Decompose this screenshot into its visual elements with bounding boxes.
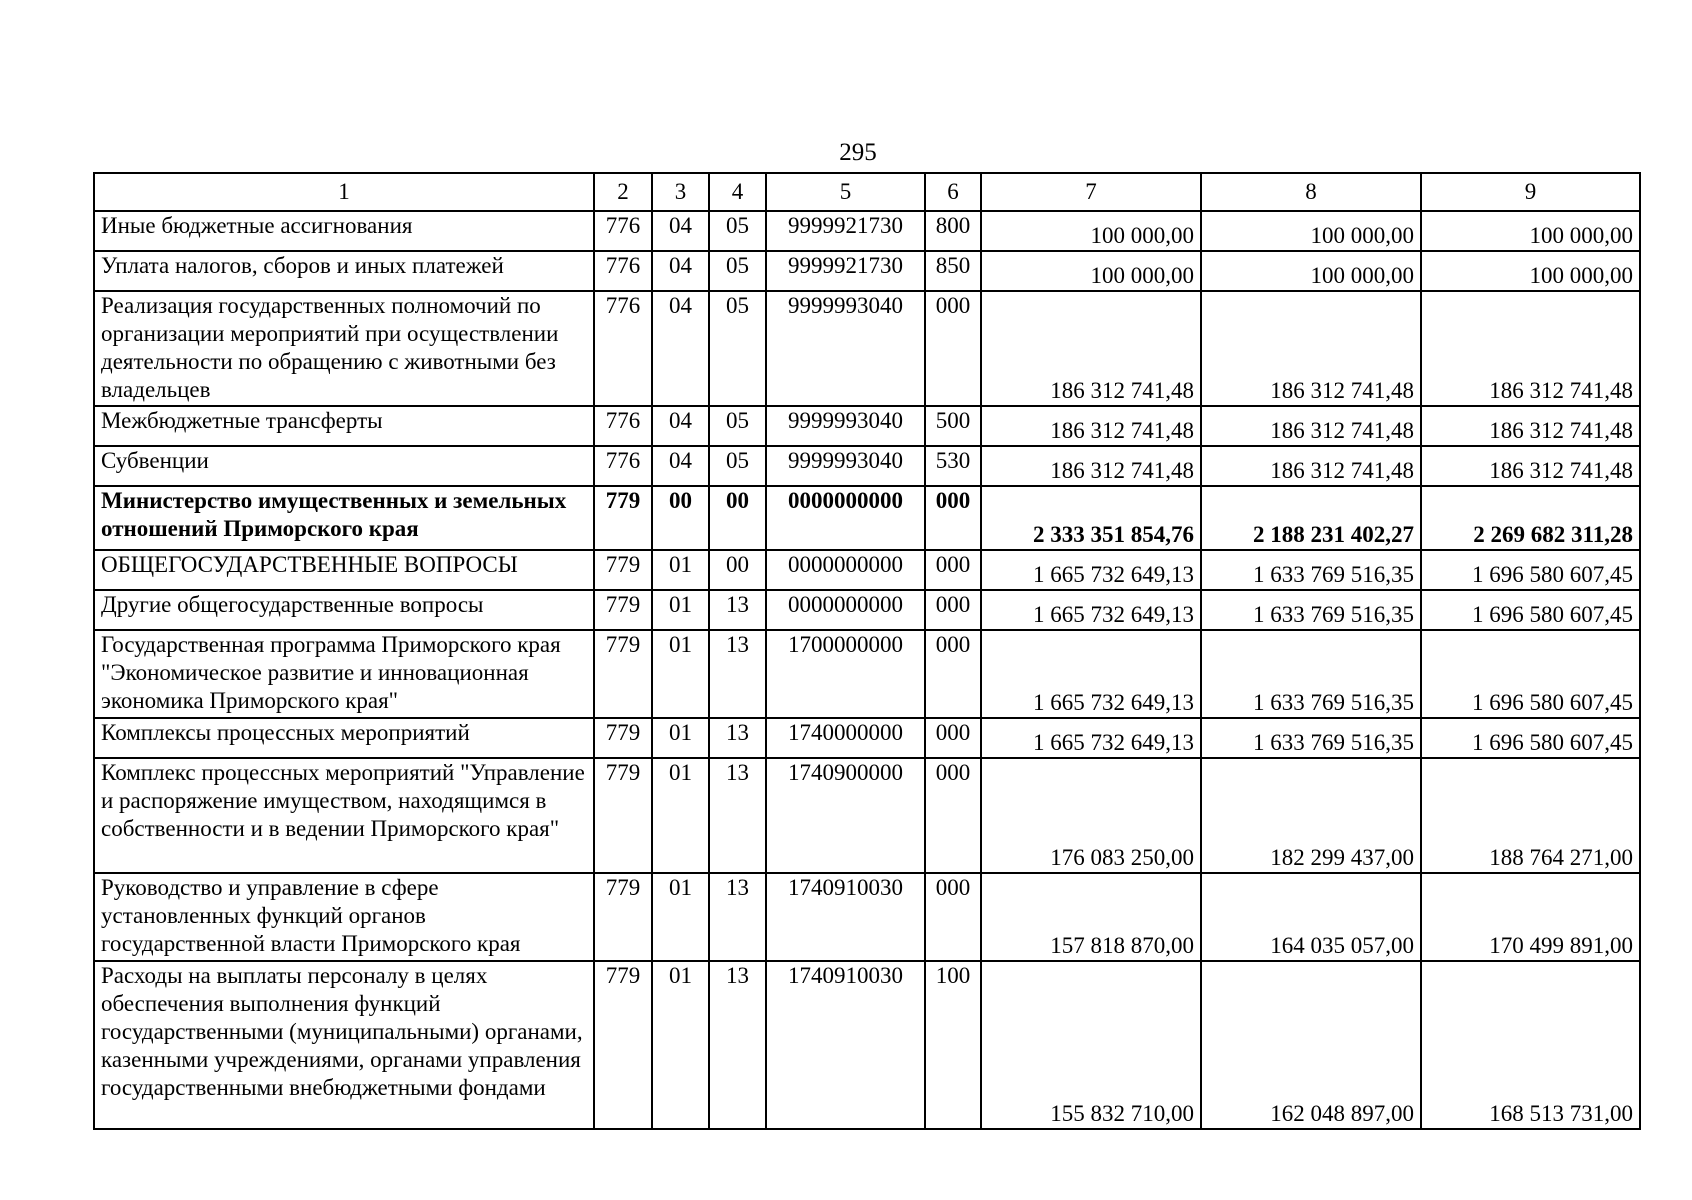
table-row: [94, 486, 1640, 550]
target-article-cell: 0000000000: [766, 486, 925, 550]
subsection-code-cell: 05: [709, 251, 766, 291]
table-row: [94, 758, 1640, 873]
column-header: 1: [94, 173, 594, 211]
row-name-cell: Другие общегосударственные вопросы: [94, 590, 594, 630]
row-name-cell: Реализация государственных полномочий по организации мероприятий при осуществлении деятельности по обращению с животными без владельцев: [94, 291, 594, 406]
amount-col7-cell: 1 665 732 649,13: [981, 630, 1201, 718]
expense-type-cell: 000: [925, 630, 981, 718]
amount-col9-cell: 170 499 891,00: [1421, 873, 1640, 961]
ministry-code-cell: 776: [594, 251, 652, 291]
target-article-cell: 1740910030: [766, 961, 925, 1129]
amount-col8-cell: 182 299 437,00: [1201, 758, 1421, 873]
subsection-code-cell: 13: [709, 590, 766, 630]
subsection-code-cell: 05: [709, 211, 766, 251]
subsection-code-cell: 05: [709, 406, 766, 446]
ministry-code-cell: 776: [594, 211, 652, 251]
amount-col9-cell: 186 312 741,48: [1421, 406, 1640, 446]
amount-col8-cell: 186 312 741,48: [1201, 291, 1421, 406]
amount-col7-cell: 186 312 741,48: [981, 406, 1201, 446]
header-row: [94, 173, 1640, 211]
row-name-cell: Иные бюджетные ассигнования: [94, 211, 594, 251]
expense-type-cell: 500: [925, 406, 981, 446]
amount-col9-cell: 186 312 741,48: [1421, 291, 1640, 406]
expense-type-cell: 000: [925, 873, 981, 961]
table-row: [94, 718, 1640, 758]
target-article-cell: 9999921730: [766, 211, 925, 251]
table-row: [94, 630, 1640, 718]
subsection-code-cell: 13: [709, 718, 766, 758]
target-article-cell: 9999993040: [766, 406, 925, 446]
column-header: 2: [594, 173, 652, 211]
amount-col9-cell: 1 696 580 607,45: [1421, 718, 1640, 758]
table-row: [94, 406, 1640, 446]
amount-col7-cell: 155 832 710,00: [981, 961, 1201, 1129]
amount-col7-cell: 1 665 732 649,13: [981, 718, 1201, 758]
subsection-code-cell: 13: [709, 758, 766, 873]
section-code-cell: 01: [652, 550, 709, 590]
section-code-cell: 01: [652, 630, 709, 718]
amount-col9-cell: 188 764 271,00: [1421, 758, 1640, 873]
amount-col7-cell: 1 665 732 649,13: [981, 550, 1201, 590]
ministry-code-cell: 779: [594, 718, 652, 758]
ministry-code-cell: 779: [594, 486, 652, 550]
amount-col9-cell: 2 269 682 311,28: [1421, 486, 1640, 550]
amount-col9-cell: 100 000,00: [1421, 251, 1640, 291]
amount-col7-cell: 1 665 732 649,13: [981, 590, 1201, 630]
amount-col7-cell: 186 312 741,48: [981, 446, 1201, 486]
expense-type-cell: 000: [925, 550, 981, 590]
column-header: 9: [1421, 173, 1640, 211]
row-name-cell: Государственная программа Приморского края "Экономическое развитие и инновационная экономика Приморского края": [94, 630, 594, 718]
row-name-cell: Уплата налогов, сборов и иных платежей: [94, 251, 594, 291]
amount-col8-cell: 100 000,00: [1201, 211, 1421, 251]
column-header: 7: [981, 173, 1201, 211]
row-name-cell: Комплексы процессных мероприятий: [94, 718, 594, 758]
table-row: [94, 550, 1640, 590]
amount-col8-cell: 186 312 741,48: [1201, 446, 1421, 486]
section-code-cell: 01: [652, 718, 709, 758]
section-code-cell: 04: [652, 406, 709, 446]
ministry-code-cell: 779: [594, 590, 652, 630]
page-number: 295: [839, 139, 877, 166]
expense-type-cell: 000: [925, 718, 981, 758]
column-header: 6: [925, 173, 981, 211]
amount-col9-cell: 168 513 731,00: [1421, 961, 1640, 1129]
ministry-code-cell: 779: [594, 630, 652, 718]
subsection-code-cell: 13: [709, 630, 766, 718]
amount-col9-cell: 100 000,00: [1421, 211, 1640, 251]
ministry-code-cell: 779: [594, 758, 652, 873]
target-article-cell: 1740900000: [766, 758, 925, 873]
target-article-cell: 0000000000: [766, 550, 925, 590]
target-article-cell: 9999993040: [766, 291, 925, 406]
row-name-cell: Комплекс процессных мероприятий "Управление и распоряжение имуществом, находящимся в собственности и в ведении Приморского края": [94, 758, 594, 873]
section-code-cell: 01: [652, 873, 709, 961]
ministry-code-cell: 779: [594, 873, 652, 961]
section-code-cell: 01: [652, 590, 709, 630]
ministry-code-cell: 776: [594, 406, 652, 446]
section-code-cell: 04: [652, 211, 709, 251]
section-code-cell: 04: [652, 446, 709, 486]
amount-col7-cell: 100 000,00: [981, 251, 1201, 291]
amount-col8-cell: 1 633 769 516,35: [1201, 550, 1421, 590]
table-row: [94, 590, 1640, 630]
row-name-cell: Субвенции: [94, 446, 594, 486]
expense-type-cell: 100: [925, 961, 981, 1129]
table-row: [94, 211, 1640, 251]
table-row: [94, 291, 1640, 406]
table-row: [94, 251, 1640, 291]
column-header: 8: [1201, 173, 1421, 211]
amount-col8-cell: 162 048 897,00: [1201, 961, 1421, 1129]
ministry-code-cell: 776: [594, 291, 652, 406]
expense-type-cell: 000: [925, 590, 981, 630]
expense-type-cell: 850: [925, 251, 981, 291]
column-header: 3: [652, 173, 709, 211]
table-row: [94, 446, 1640, 486]
amount-col7-cell: 100 000,00: [981, 211, 1201, 251]
amount-col9-cell: 186 312 741,48: [1421, 446, 1640, 486]
expense-type-cell: 000: [925, 486, 981, 550]
subsection-code-cell: 05: [709, 291, 766, 406]
expense-type-cell: 800: [925, 211, 981, 251]
column-header: 4: [709, 173, 766, 211]
amount-col9-cell: 1 696 580 607,45: [1421, 590, 1640, 630]
target-article-cell: 9999993040: [766, 446, 925, 486]
section-code-cell: 01: [652, 961, 709, 1129]
subsection-code-cell: 13: [709, 873, 766, 961]
row-name-cell: Руководство и управление в сфере установленных функций органов государственной власти Приморского края: [94, 873, 594, 961]
table-row: [94, 961, 1640, 1129]
amount-col9-cell: 1 696 580 607,45: [1421, 550, 1640, 590]
subsection-code-cell: 05: [709, 446, 766, 486]
ministry-code-cell: 779: [594, 961, 652, 1129]
expense-type-cell: 000: [925, 758, 981, 873]
amount-col8-cell: 186 312 741,48: [1201, 406, 1421, 446]
ministry-code-cell: 779: [594, 550, 652, 590]
amount-col7-cell: 186 312 741,48: [981, 291, 1201, 406]
column-header: 5: [766, 173, 925, 211]
subsection-code-cell: 13: [709, 961, 766, 1129]
target-article-cell: 1740910030: [766, 873, 925, 961]
amount-col8-cell: 164 035 057,00: [1201, 873, 1421, 961]
subsection-code-cell: 00: [709, 550, 766, 590]
amount-col7-cell: 2 333 351 854,76: [981, 486, 1201, 550]
target-article-cell: 9999921730: [766, 251, 925, 291]
amount-col7-cell: 157 818 870,00: [981, 873, 1201, 961]
amount-col9-cell: 1 696 580 607,45: [1421, 630, 1640, 718]
amount-col8-cell: 1 633 769 516,35: [1201, 630, 1421, 718]
budget-table: [93, 172, 1641, 1130]
target-article-cell: 1700000000: [766, 630, 925, 718]
amount-col7-cell: 176 083 250,00: [981, 758, 1201, 873]
amount-col8-cell: 1 633 769 516,35: [1201, 718, 1421, 758]
amount-col8-cell: 2 188 231 402,27: [1201, 486, 1421, 550]
amount-col8-cell: 100 000,00: [1201, 251, 1421, 291]
row-name-cell: ОБЩЕГОСУДАРСТВЕННЫЕ ВОПРОСЫ: [94, 550, 594, 590]
row-name-cell: Расходы на выплаты персоналу в целях обеспечения выполнения функций государственными (муниципальными) органами, казенными учреждениями, органами управления государственными внебюджетными фондами: [94, 961, 594, 1129]
expense-type-cell: 530: [925, 446, 981, 486]
ministry-code-cell: 776: [594, 446, 652, 486]
subsection-code-cell: 00: [709, 486, 766, 550]
row-name-cell: Межбюджетные трансферты: [94, 406, 594, 446]
section-code-cell: 01: [652, 758, 709, 873]
section-code-cell: 04: [652, 291, 709, 406]
expense-type-cell: 000: [925, 291, 981, 406]
target-article-cell: 0000000000: [766, 590, 925, 630]
section-code-cell: 04: [652, 251, 709, 291]
row-name-cell: Министерство имущественных и земельных отношений Приморского края: [94, 486, 594, 550]
table-body: [94, 173, 1640, 1129]
table-row: [94, 873, 1640, 961]
section-code-cell: 00: [652, 486, 709, 550]
amount-col8-cell: 1 633 769 516,35: [1201, 590, 1421, 630]
target-article-cell: 1740000000: [766, 718, 925, 758]
